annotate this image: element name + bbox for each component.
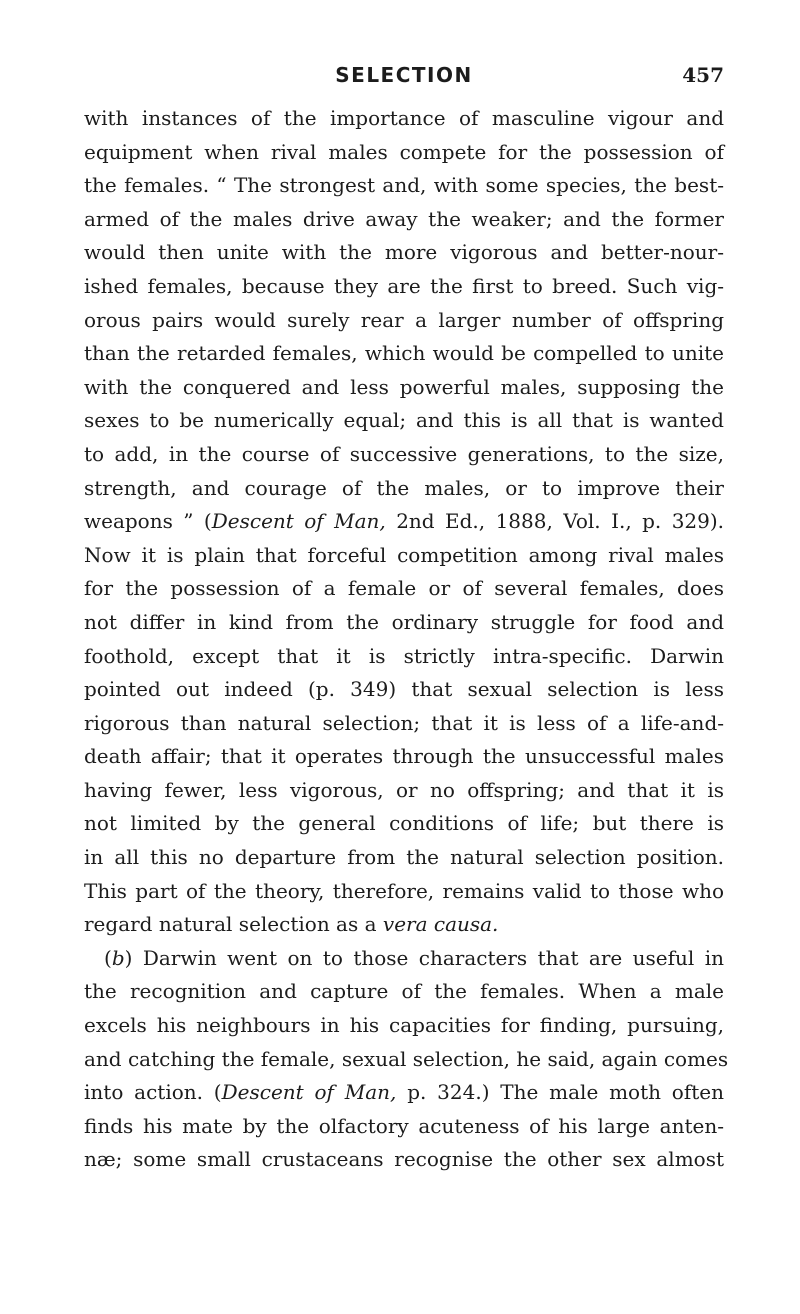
text-line-31: finds his mate by the olfactory acuteness of his large anten- xyxy=(84,1113,724,1138)
citation-title: Descent of Man, xyxy=(221,1080,397,1105)
latin-phrase: vera causa. xyxy=(382,912,499,937)
text-line-3: the females. “ The strongest and, with some species, the best- xyxy=(84,173,724,198)
text-line-11: to add, in the course of successive generations, to the size, xyxy=(84,441,724,466)
text-line-18: pointed out indeed (p. 349) that sexual selection is less xyxy=(84,677,724,702)
text-line-15: for the possession of a female or of several females, does xyxy=(84,576,724,601)
text-line-13: weapons ” (Descent of Man, 2nd Ed., 1888, Vol. I., p. 329). xyxy=(84,509,725,534)
text-line-16: not differ in kind from the ordinary struggle for food and xyxy=(84,609,724,634)
text-line-8: than the retarded females, which would be compelled to unite xyxy=(84,341,724,366)
text-line-23: in all this no departure from the natural selection position. xyxy=(84,845,724,870)
page-number: 457 xyxy=(682,63,724,87)
text-line-2: equipment when rival males compete for the possession of xyxy=(84,139,724,164)
section-letter: b xyxy=(111,945,125,970)
text-line-19: rigorous than natural selection; that it is less of a life-and- xyxy=(84,710,724,735)
text-line-10: sexes to be numerically equal; and this is all that is wanted xyxy=(84,408,724,433)
text-line-9: with the conquered and less powerful males, supposing the xyxy=(84,374,724,399)
text-line-12: strength, and courage of the males, or to improve their xyxy=(84,475,724,500)
text-line-4: armed of the males drive away the weaker; and the former xyxy=(84,206,724,231)
text-line-30: into action. (Descent of Man, p. 324.) The male moth often xyxy=(84,1080,724,1105)
text-line-7: orous pairs would surely rear a larger number of offspring xyxy=(84,307,724,332)
text-line-28: excels his neighbours in his capacities for finding, pursuing, xyxy=(84,1013,724,1038)
text-line-17: foothold, except that it is strictly intra-specific. Darwin xyxy=(84,643,724,668)
text-line-6: ished females, because they are the first to breed. Such vig- xyxy=(84,273,724,298)
text-line-1: with instances of the importance of masculine vigour and xyxy=(84,106,724,130)
running-title: SELECTION xyxy=(335,63,473,87)
text-line-32: næ; some small crustaceans recognise the other sex almost xyxy=(84,1147,724,1172)
text-line-20: death affair; that it operates through the unsuccessful males xyxy=(84,744,724,769)
text-line-14: Now it is plain that forceful competition among rival males xyxy=(84,542,724,567)
text-line-22: not limited by the general conditions of life; but there is xyxy=(84,811,724,836)
text-line-26: (b) Darwin went on to those characters that are useful in xyxy=(104,945,724,970)
text-line-29: and catching the female, sexual selection, he said, again comes xyxy=(84,1046,729,1071)
running-head xyxy=(84,60,724,90)
body-text xyxy=(84,102,729,1177)
text-line-25: regard natural selection as a vera causa. xyxy=(84,912,499,937)
text-line-24: This part of the theory, therefore, remains valid to those who xyxy=(84,878,724,903)
text-line-27: the recognition and capture of the females. When a male xyxy=(84,979,724,1004)
text-line-5: would then unite with the more vigorous and better-nour- xyxy=(84,240,724,265)
text-line-21: having fewer, less vigorous, or no offspring; and that it is xyxy=(84,777,724,802)
citation-title: Descent of Man, xyxy=(211,509,386,534)
